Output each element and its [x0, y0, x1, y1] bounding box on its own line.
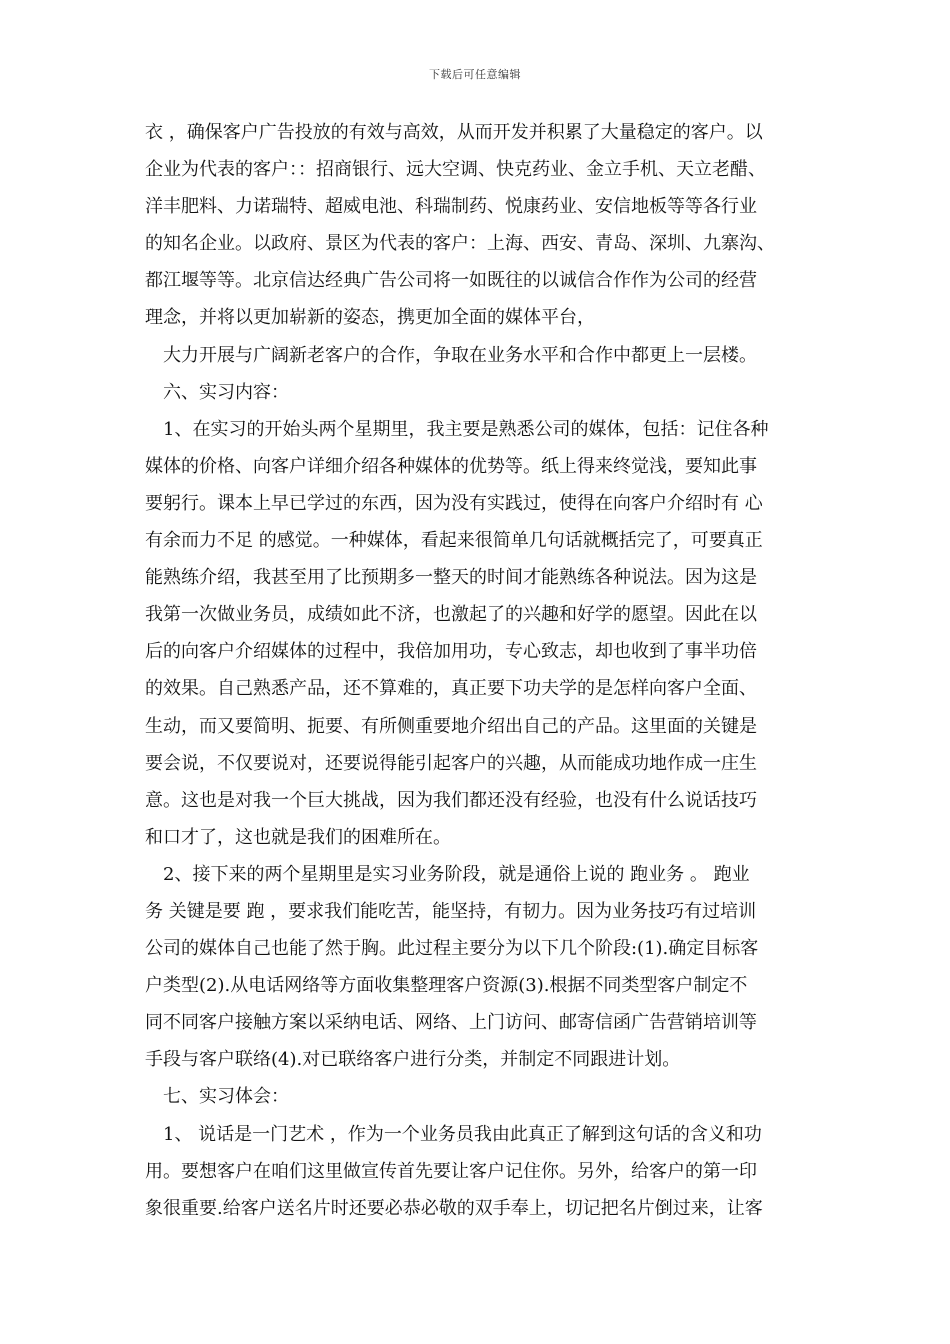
text-line: 要会说，不仅要说对，还要说得能引起客户的兴趣，从而能成功地作成一庄生 — [145, 752, 757, 774]
paragraph-start: 大力开展与广阔新老客户的合作，争取在业务水平和合作中都更上一层楼。 — [163, 344, 757, 366]
document-body — [145, 114, 811, 1227]
text-line: 都江堰等等。北京信达经典广告公司将一如既往的以诚信合作作为公司的经营 — [145, 270, 757, 292]
text-line: 我第一次做业务员，成绩如此不济，也激起了的兴趣和好学的愿望。因此在以 — [145, 604, 757, 626]
text-line: 和口才了，这也就是我们的困难所在。 — [145, 826, 451, 848]
text-line: 的知名企业。以政府、景区为代表的客户：上海、西安、青岛、深圳、九寨沟、 — [145, 233, 775, 255]
text-line: 媒体的价格、向客户详细介绍各种媒体的优势等。纸上得来终觉浅，要知此事 — [145, 455, 757, 477]
text-line: 企业为代表的客户：：招商银行、远大空调、快克药业、金立手机、天立老醋、 — [145, 159, 766, 181]
text-line: 务 关键是要 跑 ，要求我们能吃苦，能坚持，有韧力。因为业务技巧有过培训 — [145, 900, 757, 922]
text-line: 公司的媒体自己也能了然于胸。此过程主要分为以下几个阶段:(1).确定目标客 — [145, 938, 759, 960]
section-heading: 六、实习内容： — [163, 381, 289, 403]
text-line: 用。要想客户在咱们这里做宣传首先要让客户记住你。另外，给客户的第一印 — [145, 1160, 757, 1182]
text-line: 生动，而又要简明、扼要、有所侧重要地介绍出自己的产品。这里面的关键是 — [145, 715, 757, 737]
text-line: 洋丰肥料、力诺瑞特、超威电池、科瑞制药、悦康药业、安信地板等等各行业 — [145, 196, 757, 218]
text-line: 有余而力不足 的感觉。一种媒体，看起来很简单几句话就概括完了，可要真正 — [145, 530, 763, 552]
paragraph-start: 2、接下来的两个星期里是实习业务阶段，就是通俗上说的 跑业务 。 跑业 — [163, 863, 750, 885]
paragraph-start: 1、在实习的开始头两个星期里，我主要是熟悉公司的媒体，包括：记住各种 — [163, 418, 769, 440]
text-line: 同不同客户接触方案以采纳电话、网络、上门访问、邮寄信函广告营销培训等 — [145, 1012, 757, 1034]
text-line: 的效果。自己熟悉产品，还不算难的，真正要下功夫学的是怎样向客户全面、 — [145, 678, 757, 700]
text-line: 后的向客户介绍媒体的过程中，我倍加用功，专心致志，却也收到了事半功倍 — [145, 641, 757, 663]
paragraph-start: 1、 说话是一门艺术 ，作为一个业务员我由此真正了解到这句话的含义和功 — [163, 1123, 762, 1145]
text-line: 能熟练介绍，我甚至用了比预期多一整天的时间才能熟练各种说法。因为这是 — [145, 567, 757, 589]
text-line: 户类型(2).从电话网络等方面收集整理客户资源(3).根据不同类型客户制定不 — [145, 975, 748, 997]
text-line: 理念，并将以更加崭新的姿态，携更加全面的媒体平台， — [145, 307, 595, 329]
section-heading: 七、实习体会： — [163, 1086, 289, 1108]
text-line: 要躬行。课本上早已学过的东西，因为没有实践过，使得在向客户介绍时有 心 — [145, 492, 763, 514]
text-line: 衣 ，确保客户广告投放的有效与高效，从而开发并积累了大量稳定的客户。以 — [145, 122, 763, 143]
page-header: 下载后可任意编辑 — [429, 68, 521, 81]
text-line: 象很重要.给客户送名片时还要必恭必敬的双手奉上，切记把名片倒过来，让客 — [145, 1197, 763, 1219]
text-line: 手段与客户联络(4).对已联络客户进行分类，并制定不同跟进计划。 — [145, 1049, 681, 1071]
text-line: 意。这也是对我一个巨大挑战，因为我们都还没有经验，也没有什么说话技巧 — [145, 789, 757, 811]
